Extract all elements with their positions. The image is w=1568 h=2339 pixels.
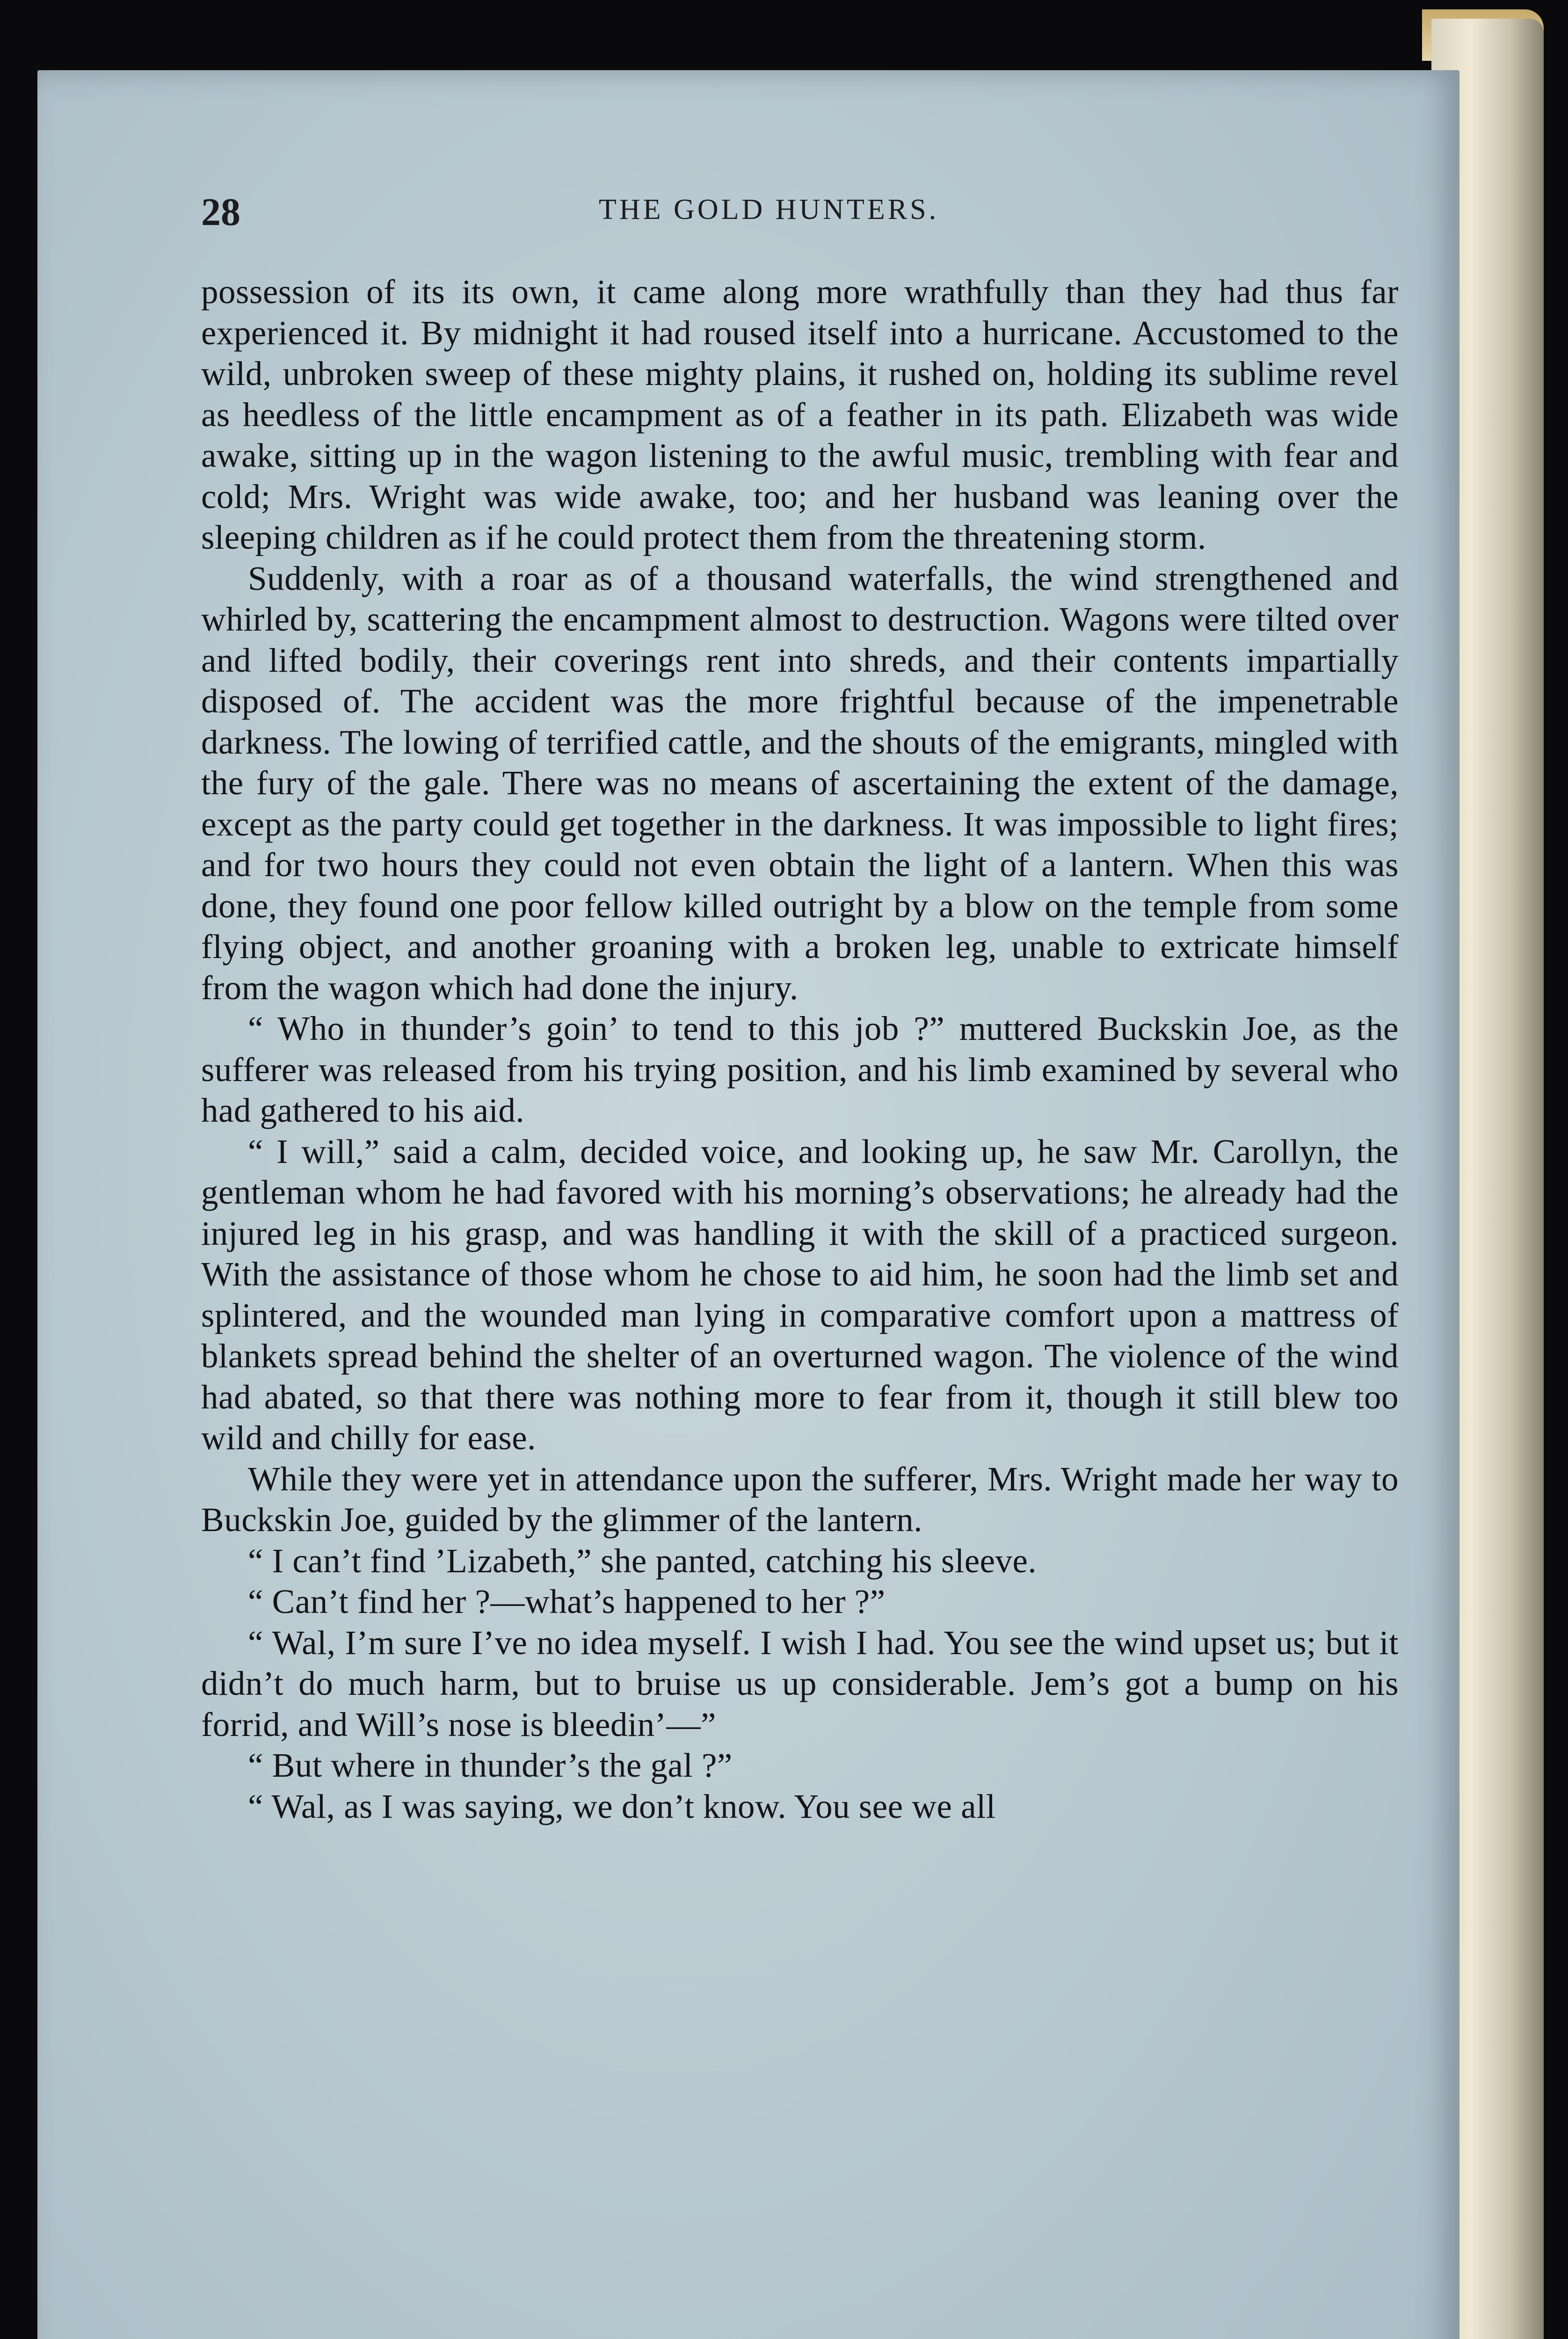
running-head xyxy=(201,185,1399,236)
paragraph: “ Who in thunder’s goin’ to tend to this job ?” muttered Buckskin Joe, as the sufferer was released from his trying position, and his limb examined by several who had gathered to his aid. xyxy=(201,1010,1399,1129)
page-number: 28 xyxy=(201,190,240,234)
paragraph: “ I can’t find ’Lizabeth,” she panted, catching his sleeve. xyxy=(248,1541,1037,1580)
paragraph: “ Wal, I’m sure I’ve no idea myself. I wish I had. You see the wind upset us; but it didn’t do much harm, but to bruise us up considerable. Jem’s got a bump on his forrid, and Will’s nose is bleedin’—” xyxy=(201,1623,1399,1743)
paragraph: “ But where in thunder’s the gal ?” xyxy=(248,1746,733,1784)
paragraph: possession of its its own, it came along more wrathfully than they had thus far experienced it. By midnight it had roused itself into a hurricane. Accustomed to the wild, unbroken sweep of these mighty plains, it rushed on, holding its sublime revel as heedless of the little encampment as of a feather in its path. Elizabeth was wide awake, sitting up in the wagon listening to the awful music, trembling with fear and cold; Mrs. Wright was wide awake, too; and her husband was leaning over the sleeping children as if he could protect them from the threatening storm. xyxy=(201,273,1399,556)
paragraph: While they were yet in attendance upon the sufferer, Mrs. Wright made her way to Buckskin Joe, guided by the glimmer of the lantern. xyxy=(201,1460,1399,1539)
running-head-title: THE GOLD HUNTERS. xyxy=(599,194,939,225)
text-body xyxy=(201,271,1399,1827)
paragraph: Suddenly, with a roar as of a thousand waterfalls, the wind strengthened and whirled by, scattering the encampment almost to destruction. Wagons were tilted over and lifted bodily, their coverings rent into shreds, and their contents impartially disposed of. The accident was the more frightful because of the impenetrable darkness. The lowing of terrified cattle, and the shouts of the emigrants, mingled with the fury of the gale. There was no means of ascertaining the extent of the damage, except as the party could get together in the darkness. It was impossible to light fires; and for two hours they could not even obtain the light of a lantern. When this was done, they found one poor fellow killed outright by a blow on the temple from some flying object, and another groaning with a broken leg, unable to extricate himself from the wagon which had done the injury. xyxy=(201,559,1399,1007)
paragraph: “ Can’t find her ?—what’s happened to her ?” xyxy=(248,1583,886,1620)
paragraph: “ Wal, as I was saying, we don’t know. You see we all xyxy=(248,1787,996,1825)
paragraph: “ I will,” said a calm, decided voice, and looking up, he saw Mr. Carollyn, the gentleman whom he had favored with his morning’s observations; he already had the injured leg in his grasp, and was handling it with the skill of a practiced surgeon. With the assistance of those whom he chose to aid him, he soon had the limb set and splintered, and the wounded man lying in comparative comfort upon a mattress of blankets spread behind the shelter of an overturned wagon. The violence of the wind had abated, so that there was nothing more to fear from it, though it still blew too wild and chilly for ease. xyxy=(201,1132,1399,1457)
